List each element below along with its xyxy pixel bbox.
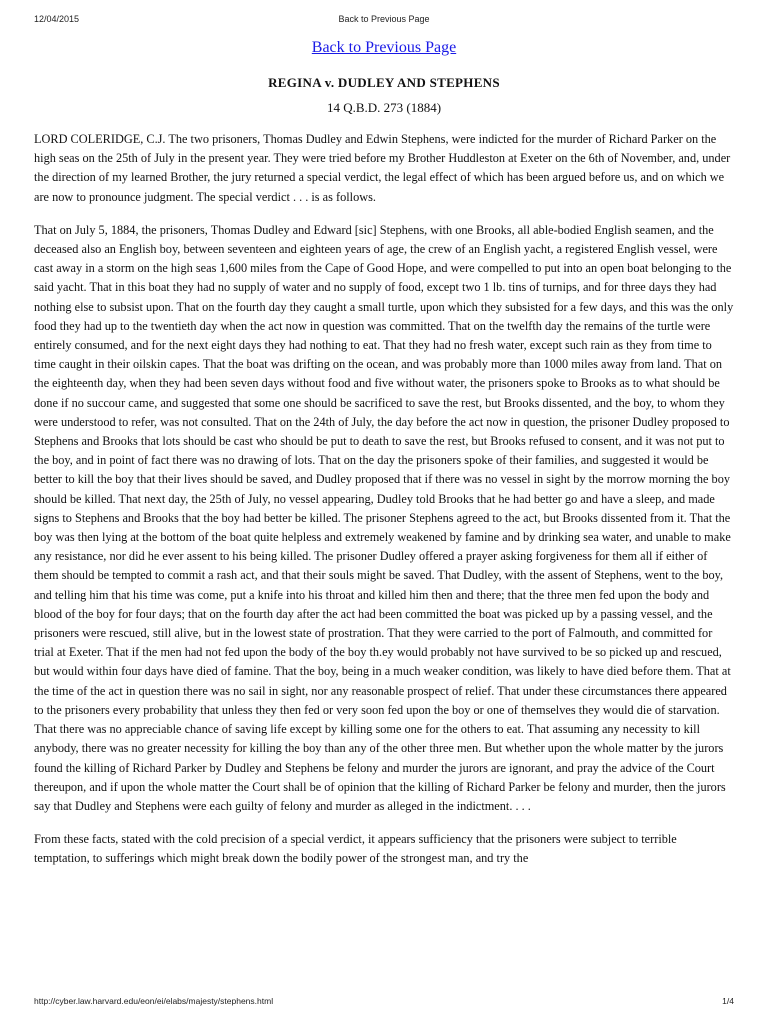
- case-title: REGINA v. DUDLEY AND STEPHENS: [268, 75, 500, 90]
- opinion-paragraph-special-verdict: That on July 5, 1884, the prisoners, Thomas Dudley and Edward [sic] Stephens, with one Brooks, all able-bodied English seamen, and the deceased also an English boy, between seventeen and eighteen years of age, the crew of an English yacht, a registered English vessel, were cast away in a storm on the high seas 1,600 miles from the Cape of Good Hope, and were compelled to put into an open boat belonging to the said yacht. That in this boat they had no supply of water and no supply of food, except two 1 lb. tins of turnips, and for three days they had nothing else to subsist upon. That on the fourth day they caught a small turtle, upon which they subsisted for a few days, and this was the only food they had up to the twentieth day when the act now in question was committed. That on the twelfth day the remains of the turtle were entirely consumed, and for the next eight days they had nothing to eat. That they had no fresh water, except such rain as they from time to time caught in their oilskin capes. That the boat was drifting on the ocean, and was probably more than 1000 miles away from land. That on the eighteenth day, when they had been seven days without food and five without water, the prisoners spoke to Brooks as to what should be done if no succour came, and suggested that some one should be sacrificed to save the rest, but Brooks dissented, and the boy, to whom they were understood to refer, was not consulted. That on the 24th of July, the day before the act now in question, the prisoner Dudley proposed to Stephens and Brooks that lots should be cast who should be put to death to save the rest, but Brooks refused to consent, and it was not put to the boy, and in point of fact there was no drawing of lots. That on the day the prisoners spoke of their families, and suggested it would be better to kill the boy that their lives should be saved, and Dudley proposed that if there was no vessel in sight by the morrow morning the boy should be killed. That next day, the 25th of July, no vessel appearing, Dudley told Brooks that he had better go and have a sleep, and made signs to Stephens and Brooks that the boy had better be killed. The prisoner Stephens agreed to the act, but Brooks dissented from it. That the boy was then lying at the bottom of the boat quite helpless and extremely weakened by famine and by drinking sea water, and unable to make any resistance, nor did he ever assent to his being killed. The prisoner Dudley offered a prayer asking forgiveness for them all if either of them should be tempted to commit a rash act, and that their souls might be saved. That Dudley, with the assent of Stephens, went to the boy, and telling him that his time was come, put a knife into his throat and killed him then and there; that the three men fed upon the body and blood of the boy for four days; that on the fourth day after the act had been committed the boat was picked up by a passing vessel, and the prisoners were rescued, still alive, but in the lowest state of prostration. That they were carried to the port of Falmouth, and committed for trial at Exeter. That if the men had not fed upon the body of the boy th.ey would probably not have survived to be so picked up and rescued, but would within four days have died of famine. That the boy, being in a much weaker condition, was likely to have died before them. That at the time of the act in question there was no sail in sight, nor any reasonable prospect of relief. That under these circumstances there appeared to the prisoners every probability that unless they then fed or very soon fed upon the boy or one of themselves they would die of starvation. That there was no appreciable chance of saving life except by killing some one for the others to eat. That assuming any necessity to kill anybody, there was no greater necessity for killing the boy than any of the other three men. But whether upon the whole matter by the jurors found the killing of Richard Parker by Dudley and Stephens be felony and murder the jurors are ignorant, and pray the advice of the Court thereupon, and if upon the whole matter the Court shall be of opinion that the killing of Richard Parker be felony and murder, then the jurors say that Dudley and Stephens were each guilty of felony and murder as alleged in the indictment. . . .: [34, 222, 734, 813]
- print-date: 12/04/2015: [34, 14, 80, 24]
- case-citation: 14 Q.B.D. 273 (1884): [326, 100, 442, 115]
- page-number: 1/4: [722, 996, 734, 1006]
- source-url: http://cyber.law.harvard.edu/eon/ei/elabs/majesty/stephens.html: [34, 996, 274, 1006]
- opinion-paragraph-analysis: From these facts, stated with the cold precision of a special verdict, it appears sufficiency that the prisoners were subject to terrible temptation, to sufferings which might break down the bodily power of the strongest man, and try the: [34, 832, 677, 866]
- print-page-title: Back to Previous Page: [338, 14, 430, 24]
- opinion-body: [34, 130, 734, 883]
- opinion-paragraph-intro: LORD COLERIDGE, C.J. The two prisoners, Thomas Dudley and Edwin Stephens, were indicted for the murder of Richard Parker on the high seas on the 25th of July in the present year. They were tried before my Brother Huddleston at Exeter on the 6th of November, and, under the direction of my learned Brother, the jury returned a special verdict, the legal effect of which has been argued before us, and on which we are now to pronounce judgment. The special verdict . . . is as follows.: [34, 132, 731, 204]
- back-to-previous-page-link[interactable]: Back to Previous Page: [311, 39, 457, 56]
